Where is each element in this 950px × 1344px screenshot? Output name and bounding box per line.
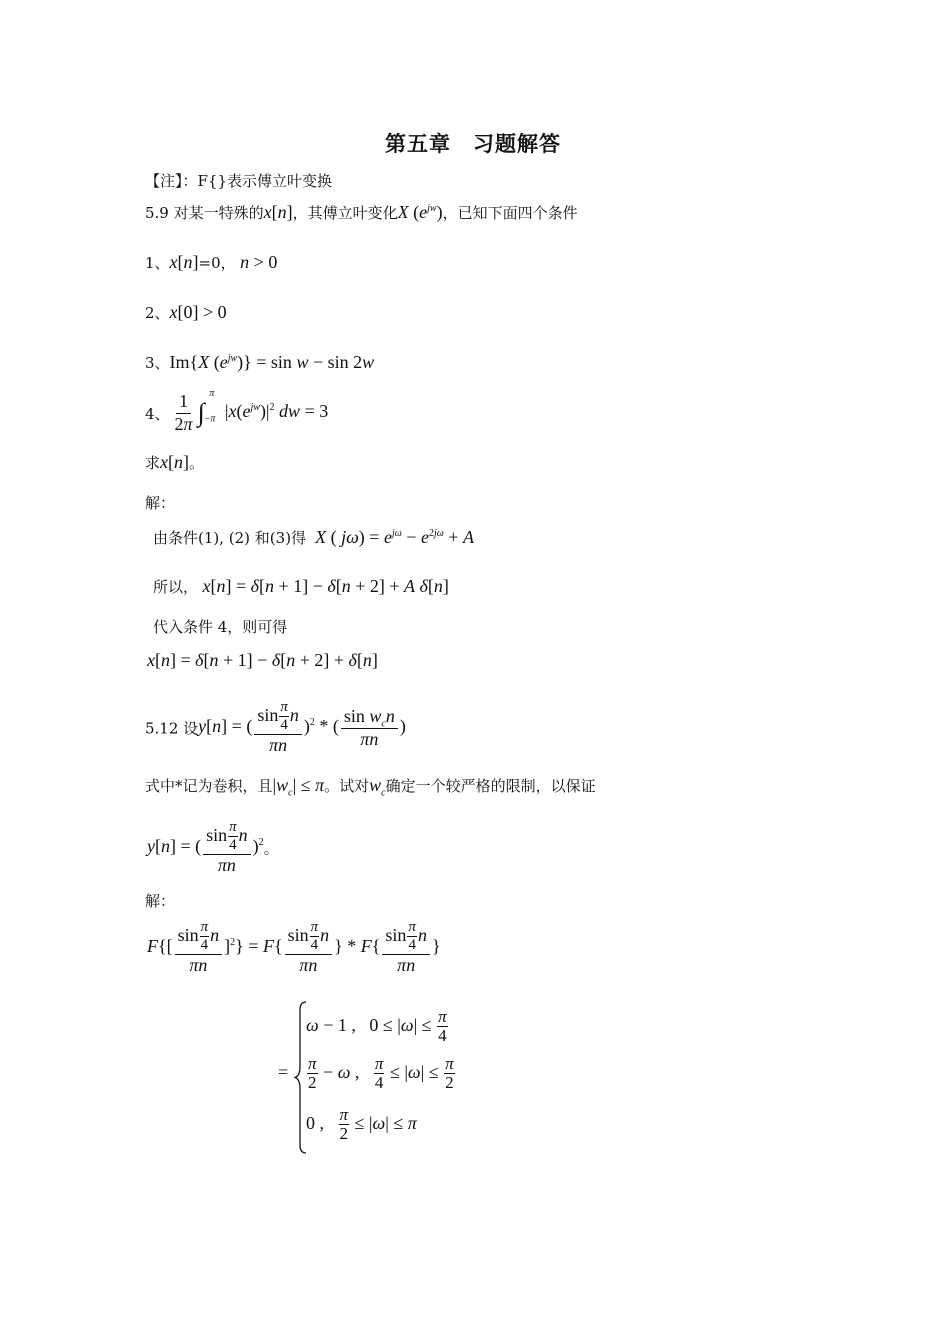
piecewise-function (278, 1000, 498, 1155)
condition-1 (145, 252, 277, 273)
note: 【注】：F{}表示傅立叶变换 (145, 172, 332, 190)
piece-3: 0 , $\frac{\pi}{2}$ ≤ |ω| ≤ π (306, 1105, 417, 1143)
piece-2: $\frac{\pi}{2}$ − ω , $\frac{\pi}{4}$ ≤ |ω| ≤ $\frac{\pi}{2}$ (308, 1054, 454, 1092)
step-text: 由条件(1), (2) 和(3)得 (153, 529, 307, 547)
desc-text-c: 确定一个较严格的限制，以保证 (385, 777, 596, 795)
formula-c3: Im{X $(e^{jw})\} = \sin w - \sin 2w$ (169, 352, 375, 372)
formula-bracket-close: ] (286, 202, 293, 222)
formula-target: y[n] = ( sin $\frac{\pi}{4}$ n πn )$^2$ (147, 819, 264, 876)
find-text: 求 (145, 454, 161, 472)
solution-label-5-9: 解： (145, 494, 176, 512)
condition-4 (145, 388, 329, 435)
formula-step1: X ( $j\omega) = e^{j\omega} - e^{2j\omega} + A$ (315, 527, 474, 547)
problem-label: 5.12 设 (145, 719, 199, 738)
formula-n: n (277, 202, 287, 222)
step-1 (153, 527, 474, 548)
find-line (145, 452, 204, 473)
formula-c1b: n > 0 (240, 252, 278, 272)
formula-X: X $(e^{jw})$ (397, 202, 443, 222)
problem-5-9-intro (145, 202, 578, 223)
formula-wc: $w_c$ (369, 775, 386, 799)
step-2 (153, 576, 449, 597)
formula-wc-bound: $|w_c| \le \pi$ (272, 775, 325, 799)
end-mark: 。 (263, 839, 279, 858)
condition-label: 1、 (145, 254, 170, 272)
step-text: 所以， (153, 578, 199, 596)
formula-c4: $\frac{1}{2\pi}$ $\int_{-\pi}^\pi$ $|x(e^{jw})|^2$ dw = 3 (174, 388, 329, 434)
desc-text-a: 式中*记为卷积，且 (145, 777, 273, 795)
equals-sign: = (278, 1062, 289, 1082)
formula-fourier: F{[ sin $\frac{\pi}{4}$ n πn ]$^2$} = F{ sin $\frac{\pi}{4}$ n πn } * F{ sin $\frac{\pi}{4}$ n πn } (147, 919, 441, 976)
piece-1: ω − 1 , 0 ≤ |ω| ≤ $\frac{\pi}{4}$ (306, 1007, 447, 1045)
formula-y: y[n] = ( sin $\frac{\pi}{4}$ n πn )$^2$ * ( $\frac{\sin w_cn}{\pi n}$ ) (198, 699, 406, 756)
step-3: 代入条件 4，则可得 (153, 618, 288, 636)
condition-label: 3、 (145, 354, 170, 372)
solution-label-5-12: 解： (145, 892, 176, 910)
condition-text: =0， (198, 254, 236, 272)
formula-result: x[n] = δ[n + 1] − δ[n + 2] + δ[n] (147, 650, 378, 670)
result-5-9 (147, 650, 378, 671)
formula-bracket: [ (271, 202, 278, 222)
formula-c2: x[0] > 0 (169, 302, 227, 322)
intro-text-b: ，其傅立叶变化 (292, 204, 398, 222)
fourier-line (147, 920, 441, 976)
problem-5-12 (145, 700, 406, 756)
find-end: 。 (189, 454, 205, 472)
problem-5-12-desc (145, 775, 596, 799)
intro-text-c: ，已知下面四个条件 (442, 204, 578, 222)
page-title: 第五章 习题解答 (385, 131, 561, 156)
desc-text-b: 。试对 (324, 777, 370, 795)
intro-text-a: 5.9 对某一特殊的 (145, 204, 264, 222)
formula-c1: x[n] (169, 252, 199, 272)
condition-2 (145, 302, 227, 323)
condition-label: 4、 (145, 404, 170, 423)
formula-find: x[n] (160, 452, 190, 472)
target-y (147, 820, 279, 876)
formula-x-n: x (263, 202, 272, 222)
condition-label: 2、 (145, 304, 170, 322)
formula-step2: x[n] = δ[n + 1] − δ[n + 2] + A δ[n] (202, 576, 449, 596)
condition-3 (145, 352, 374, 373)
